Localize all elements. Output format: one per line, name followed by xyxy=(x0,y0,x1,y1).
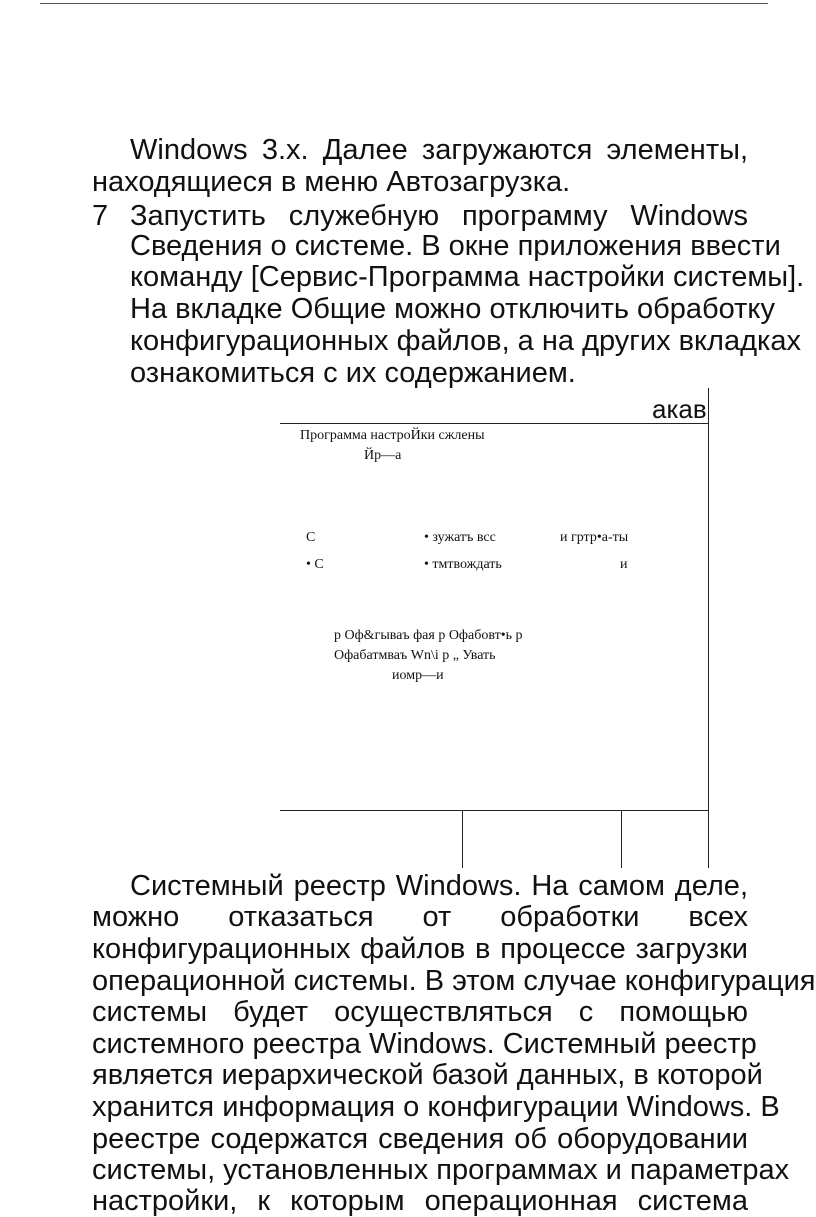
step7-line-4: На вкладке Общие можно отключить обработку xyxy=(130,293,775,325)
row2-col1: • С xyxy=(306,557,324,572)
step7-line-5: конфигурационных файлов, а на других вкладках xyxy=(130,325,801,357)
step7-line-6: ознакомиться с их содержанием. xyxy=(130,357,576,389)
step7-line-1: Запустить служебную программу Windows xyxy=(130,200,748,232)
paragraph-bottom-line-4: операционной системы. В этом случае конфигурация xyxy=(92,965,816,997)
options-line-3: иомр—и xyxy=(392,668,444,683)
figure-footer-border xyxy=(280,810,709,811)
dialog-subtitle: Йр—а xyxy=(364,448,402,463)
row2-col2: • тмтвождать xyxy=(424,557,502,572)
options-line-2: Офабатмваъ Wn\i р „ Увать xyxy=(334,648,496,663)
paragraph-bottom-line-1: Системный реестр Windows. На самом деле, xyxy=(130,870,748,902)
paragraph-bottom-line-7: является иерархической базой данных, в которой xyxy=(92,1059,763,1091)
row2-col3: и xyxy=(620,557,628,572)
paragraph-bottom-line-2: можно отказаться от обработки всех xyxy=(92,901,748,933)
row1-col3: и гртр•а-ты xyxy=(560,530,629,545)
figure-top-border xyxy=(280,423,709,424)
step7-line-3: команду [Сервис-Программа настройки системы]. xyxy=(130,261,805,293)
options-line-1: р Оф&гываъ фая р Офабовт•ь р xyxy=(334,628,523,643)
paragraph-top-line-1: Windows 3.x. Далее загружаются элементы, xyxy=(130,134,748,166)
row1-col1: С xyxy=(306,530,316,545)
paragraph-bottom-line-11: настройки, к которым операционная система xyxy=(92,1185,748,1217)
paragraph-bottom-line-6: системного реестра Windows. Системный реестр xyxy=(92,1028,757,1060)
figure-right-border xyxy=(708,388,709,868)
step7-line-2: Сведения о системе. В окне приложения ввести xyxy=(130,230,781,262)
paragraph-bottom-line-8: хранится информация о конфигурации Windows. В xyxy=(92,1091,780,1123)
paragraph-bottom-line-10: системы, установленных программах и параметрах xyxy=(92,1154,790,1186)
top-rule xyxy=(40,3,768,4)
footer-divider-1 xyxy=(462,810,463,868)
step-number: 7 xyxy=(92,200,109,232)
paragraph-bottom-line-5: системы будет осуществляться с помощью xyxy=(92,996,748,1028)
dialog-title: Программа настроЙки сжлены xyxy=(300,428,485,443)
row1-col2: • зужатъ всс xyxy=(424,530,496,545)
paragraph-top-line-2: находящиеся в меню Автозагрузка. xyxy=(92,166,571,198)
paragraph-bottom-line-3: конфигурационных файлов в процессе загрузки xyxy=(92,933,748,965)
figure-corner-label: акав xyxy=(652,394,707,424)
footer-divider-2 xyxy=(621,810,622,868)
paragraph-bottom-line-9: реестре содержатся сведения об оборудовании xyxy=(92,1123,748,1155)
